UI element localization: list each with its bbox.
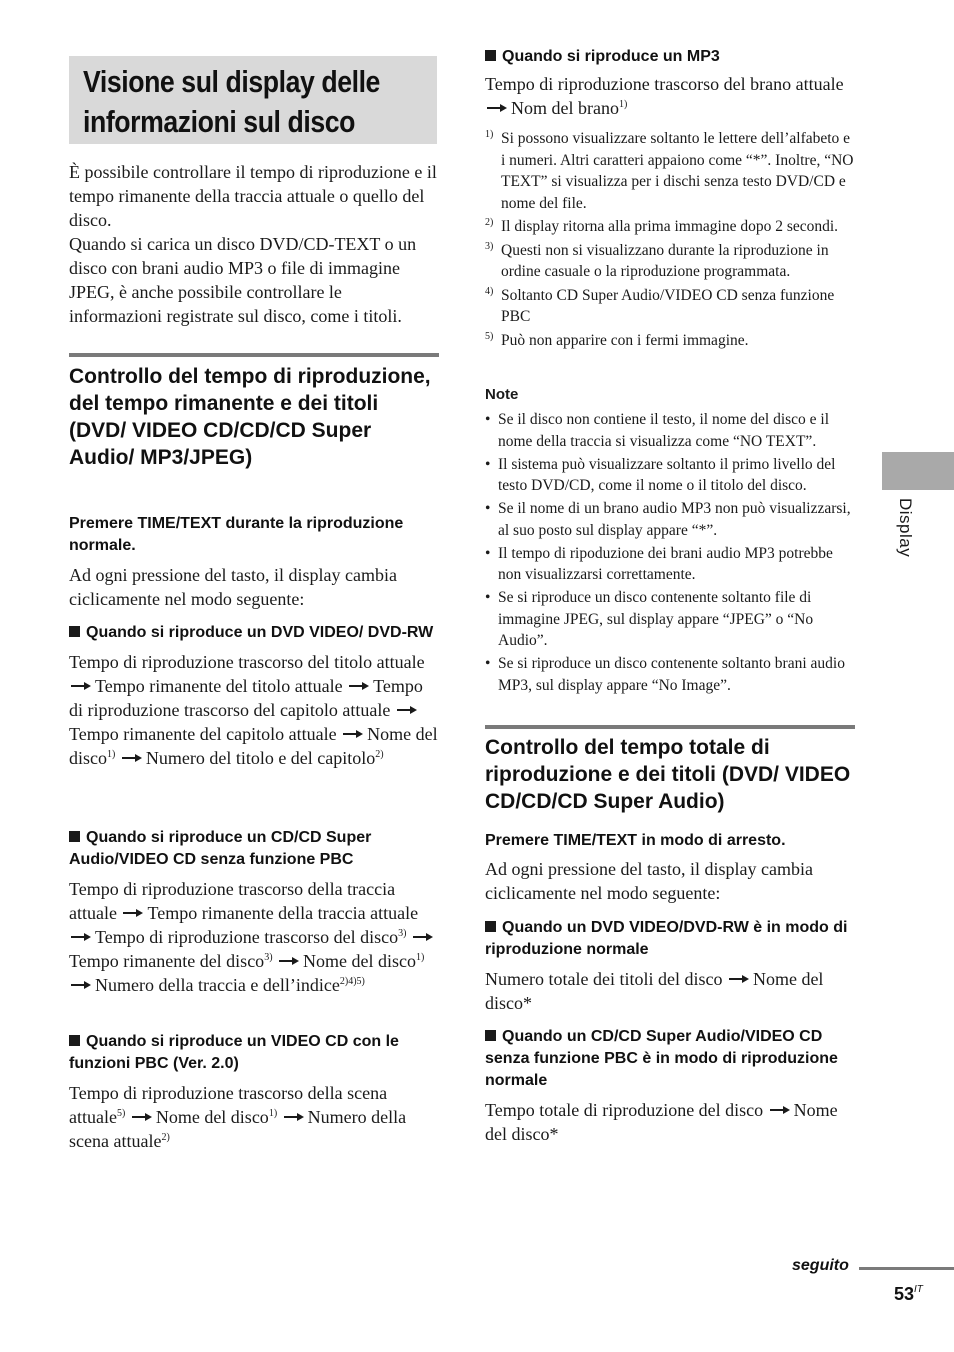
page-title — [83, 62, 387, 142]
footnote-ref: 2) — [375, 749, 384, 760]
footnote-ref: 2)4)5) — [339, 976, 365, 987]
dvd-stop-step-1: Numero totale dei titoli del disco — [485, 969, 723, 989]
cd-step-6: Numero della traccia e dell’indice — [95, 975, 340, 995]
subsection-cd-stop-heading-text: Quando un CD/CD Super Audio/VIDEO CD senza funzione PBC è in modo di riproduzione normale — [485, 1028, 838, 1089]
subsection-vcd-heading-text: Quando si riproduce un VIDEO CD con le funzioni PBC (Ver. 2.0) — [69, 1033, 399, 1072]
side-section-label: Display — [896, 498, 915, 558]
arrow-right-icon — [71, 980, 93, 990]
dvd-stop-step-2: Nome del disco* — [485, 969, 824, 1013]
footnote-ref: 3) — [264, 952, 273, 963]
subsection-mp3-heading — [485, 46, 855, 68]
section-divider — [69, 353, 439, 357]
dvd-step-2: Tempo rimanente del titolo attuale — [95, 676, 343, 696]
dvd-sequence — [69, 650, 439, 770]
side-tab-marker — [882, 452, 954, 490]
subsection-cd-stop — [485, 1026, 855, 1146]
footnote — [485, 128, 855, 214]
arrow-right-icon — [770, 1105, 792, 1115]
vcd-step-2: Nome del disco — [155, 1107, 269, 1127]
arrow-right-icon — [279, 956, 301, 966]
arrow-right-icon — [413, 932, 435, 942]
section2-instruction: Premere TIME/TEXT in modo di arresto. — [485, 832, 786, 849]
footnote-number: 4) — [485, 285, 494, 297]
footnote — [485, 285, 855, 328]
page-language-suffix: IT — [914, 1284, 923, 1295]
dvd-stop-sequence — [485, 967, 855, 1015]
page-title-line-1: Visione sul display delle — [83, 64, 380, 99]
arrow-right-icon — [397, 705, 419, 715]
subsection-mp3 — [485, 46, 855, 120]
page-number — [894, 1284, 923, 1305]
footnote-ref: 2) — [161, 1132, 170, 1143]
subsection-mp3-heading-text: Quando si riproduce un MP3 — [502, 48, 720, 65]
note-item: • Il tempo di ripoduzione dei brani audio MP3 potrebbe non visualizzarsi correttamente. — [485, 543, 855, 586]
cd-stop-sequence — [485, 1098, 855, 1146]
subsection-dvd-stop-heading-text: Quando un DVD VIDEO/DVD-RW è in modo di riproduzione normale — [485, 919, 848, 958]
footnote-ref: 1) — [268, 1108, 278, 1119]
footnote-text: Il display ritorna alla prima immagine dopo 2 secondi. — [501, 218, 839, 235]
cd-step-2: Tempo rimanente della traccia attuale — [147, 903, 419, 923]
section1-body-block — [69, 563, 439, 611]
dvd-step-4: Tempo rimanente del capitolo attuale — [69, 724, 337, 744]
vcd-step-1: Tempo di riproduzione trascorso della scena attuale — [69, 1083, 388, 1127]
arrow-right-icon — [123, 908, 145, 918]
notes-list — [485, 409, 855, 696]
section2-body: Ad ogni pressione del tasto, il display cambia ciclicamente nel modo seguente: — [485, 859, 813, 903]
footnote — [485, 240, 855, 283]
section2-body-block — [485, 857, 855, 905]
note-item: • Se si riproduce un disco contenente soltanto brani audio MP3, sul display appare “No Image”. — [485, 653, 855, 696]
subsection-cd — [69, 827, 439, 997]
square-bullet-icon — [485, 1030, 496, 1041]
vcd-step-3: Numero della scena attuale — [69, 1107, 407, 1151]
note-item: • Il sistema può visualizzare soltanto il primo livello del testo DVD/CD, come il nome o il titolo del disco. — [485, 454, 855, 497]
square-bullet-icon — [69, 1035, 80, 1046]
page-title-line-2: informazioni sul disco — [83, 104, 355, 139]
footnote-ref: 1) — [618, 99, 628, 110]
footnote-ref: 1) — [416, 952, 425, 963]
note-item: • Se si riproduce un disco contenente soltanto file di immagine JPEG, sul display appare “JPEG” o “No Audio”. — [485, 587, 855, 652]
footnote-text: Soltanto CD Super Audio/VIDEO CD senza funzione PBC — [501, 286, 835, 325]
footnote-text: Si possono visualizzare soltanto le lettere dell’alfabeto e i numeri. Altri caratteri appaiono come “*”. Inoltre, “NO TEXT” si visualizza per i dischi senza testo DVD/CD e nome del file. — [501, 130, 854, 212]
dvd-step-1: Tempo di riproduzione trascorso del titolo attuale — [69, 652, 425, 672]
note-item: • Se il disco non contiene il testo, il nome del disco e il nome della traccia si visualizza come “NO TEXT”. — [485, 409, 855, 452]
footnotes — [485, 128, 855, 351]
notes-block — [485, 386, 855, 698]
dvd-step-6: Numero del titolo e del capitolo — [145, 748, 376, 768]
section-divider — [485, 725, 855, 729]
cd-stop-step-1: Tempo totale di riproduzione del disco — [485, 1100, 764, 1120]
section1-body: Ad ogni pressione del tasto, il display cambia ciclicamente nel modo seguente: — [69, 565, 397, 609]
footnote-number: 5) — [485, 330, 494, 342]
intro-paragraph-2: Quando si carica un disco DVD/CD-TEXT o un disco con brani audio MP3 o file di immagine JPEG, è anche possibile controllare le informazioni registrate sul disco, come i titoli. — [69, 234, 417, 326]
square-bullet-icon — [485, 50, 496, 61]
arrow-right-icon — [349, 681, 371, 691]
footnote-text: Può non apparire con i fermi immagine. — [501, 331, 749, 349]
section2 — [485, 734, 855, 815]
arrow-right-icon — [71, 932, 93, 942]
subsection-cd-heading — [69, 827, 439, 871]
subsection-cd-heading-text: Quando si riproduce un CD/CD Super Audio/VIDEO CD senza funzione PBC — [69, 829, 372, 868]
subsection-vcd-heading — [69, 1031, 439, 1075]
cd-step-4: Tempo rimanente del disco — [69, 951, 265, 971]
note-item: • Se il nome di un brano audio MP3 non può visualizzarsi, al suo posto sul display appare “*”. — [485, 498, 855, 541]
arrow-right-icon — [284, 1112, 306, 1122]
footnote — [485, 216, 855, 238]
subsection-cd-stop-heading — [485, 1026, 855, 1092]
vcd-sequence — [69, 1081, 439, 1153]
arrow-right-icon — [487, 103, 509, 113]
intro-paragraph-1: È possibile controllare il tempo di riproduzione e il tempo rimanente della traccia attuale o quello del disco. — [69, 162, 437, 230]
subsection-dvd-stop-heading — [485, 917, 855, 961]
notes-heading: Note — [485, 386, 519, 403]
footnote-number: 2) — [485, 217, 494, 228]
continued-label: seguito — [792, 1257, 849, 1274]
arrow-right-icon — [343, 729, 365, 739]
footnote-ref: 3) — [398, 928, 407, 939]
intro-text — [69, 160, 439, 328]
footnote-text: Questi non si visualizzano durante la riproduzione in ordine casuale o la riproduzione programmata. — [501, 241, 829, 280]
section2-heading: Controllo del tempo totale di riproduzione e dei titoli (DVD/ VIDEO CD/CD/CD Super Audio) — [485, 736, 851, 813]
arrow-right-icon — [729, 974, 751, 984]
section1 — [69, 363, 439, 471]
square-bullet-icon — [69, 626, 80, 637]
cd-step-3: Tempo di riproduzione trascorso del disco — [95, 927, 399, 947]
section1-heading: Controllo del tempo di riproduzione, del tempo rimanente e dei titoli (DVD/ VIDEO CD/CD/CD Super Audio/ MP3/JPEG) — [69, 365, 431, 469]
footnote — [485, 330, 855, 352]
subsection-dvd — [69, 622, 439, 770]
page-title-box — [69, 56, 437, 144]
dvd-step-3: Tempo di riproduzione trascorso del capitolo attuale — [69, 676, 423, 720]
subsection-vcd — [69, 1031, 439, 1153]
section1-instruction-block — [69, 513, 439, 557]
cd-stop-step-2: Nome del disco* — [485, 1100, 838, 1144]
subsection-dvd-stop — [485, 917, 855, 1015]
section2-instruction-block — [485, 830, 855, 852]
footnote-ref: 1) — [107, 749, 116, 760]
arrow-right-icon — [132, 1112, 154, 1122]
square-bullet-icon — [485, 921, 496, 932]
mp3-step-1: Tempo di riproduzione trascorso del brano attuale — [485, 74, 844, 94]
footnote-ref: 5) — [116, 1108, 126, 1119]
page-number-value: 53 — [894, 1284, 915, 1304]
mp3-sequence — [485, 72, 855, 120]
continued-rule — [859, 1267, 954, 1270]
square-bullet-icon — [69, 831, 80, 842]
subsection-dvd-heading-text: Quando si riproduce un DVD VIDEO/ DVD-RW — [86, 624, 434, 641]
footnote-number: 3) — [485, 240, 494, 252]
arrow-right-icon — [122, 753, 144, 763]
footnote-number: 1) — [485, 129, 494, 140]
dvd-step-5: Nome del disco — [69, 724, 438, 768]
arrow-right-icon — [71, 681, 93, 691]
subsection-dvd-heading — [69, 622, 439, 644]
section1-instruction: Premere TIME/TEXT durante la riproduzione normale. — [69, 515, 404, 554]
cd-step-1: Tempo di riproduzione trascorso della traccia attuale — [69, 879, 396, 923]
cd-step-5: Nome del disco — [303, 951, 417, 971]
cd-sequence — [69, 877, 439, 997]
mp3-step-2: Nom del brano — [511, 98, 619, 118]
